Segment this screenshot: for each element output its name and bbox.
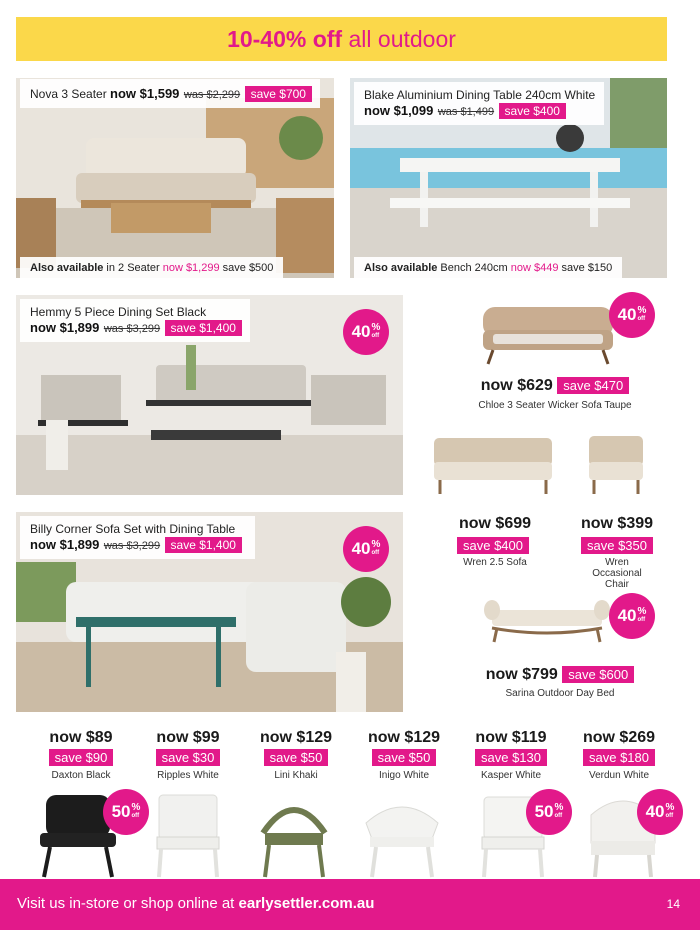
billy-discount-badge: 40 % off [343, 526, 389, 572]
hemmy-save: save $1,400 [165, 320, 242, 336]
chloe-photo[interactable] [478, 302, 618, 370]
chair-name: Ripples White [157, 770, 219, 781]
blake-now-price: now $1,099 [364, 103, 434, 118]
hemmy-discount-badge: 40 % off [343, 309, 389, 355]
chair-ripples[interactable] [134, 729, 242, 781]
sarina-now-price: now $799 [485, 666, 558, 683]
chloe-name: Chloe 3 Seater Wicker Sofa Taupe [478, 400, 632, 411]
chair-name: Daxton Black [51, 770, 111, 781]
footer-cta: Visit us in-store or shop online at earlysettler.com.au [17, 895, 375, 912]
chair-save: save $180 [583, 749, 655, 766]
billy-save: save $1,400 [165, 537, 242, 553]
sarina-discount-badge: 40 % off [609, 593, 655, 639]
billy-now-price: now $1,899 [30, 537, 100, 552]
nova-now-price: now $1,599 [110, 86, 180, 101]
wren-chair-name: Wren Occasional Chair [592, 557, 642, 590]
page-number: 14 [666, 897, 680, 911]
chloe-discount-badge: 40 % off [609, 292, 655, 338]
inigo-photo[interactable] [362, 793, 442, 879]
chair-inigo[interactable] [350, 729, 458, 781]
ripples-photo[interactable] [153, 793, 223, 879]
verdun-discount-badge: 40 % off [637, 789, 683, 835]
chair-now-price: now $129 [367, 729, 441, 746]
hemmy-was-price: was $3,299 [103, 323, 161, 335]
sarina-save: save $600 [562, 666, 634, 683]
chair-kasper[interactable] [457, 729, 565, 781]
chloe-save: save $470 [557, 377, 629, 394]
wren25-save: save $400 [457, 537, 529, 554]
chair-name: Kasper White [480, 770, 542, 781]
nova-photo[interactable] [16, 78, 334, 278]
chair-save: save $130 [475, 749, 547, 766]
blake-name: Blake Aluminium Dining Table 240cm White [364, 88, 596, 102]
chair-save: save $90 [49, 749, 114, 766]
nova-save: save $700 [245, 86, 312, 102]
billy-name: Billy Corner Sofa Set with Dining Table [30, 522, 236, 536]
wren-chair-photo[interactable] [585, 432, 647, 496]
chair-name: Lini Khaki [274, 770, 318, 781]
blake-label [354, 82, 604, 125]
footer-bar [0, 879, 700, 930]
hemmy-label [20, 299, 250, 342]
wren-chair-save: save $350 [581, 537, 653, 554]
promo-banner [16, 17, 667, 61]
chair-now-price: now $119 [475, 729, 547, 746]
chair-now-price: now $269 [582, 729, 656, 746]
chair-now-price: now $89 [49, 729, 113, 746]
chair-name: Inigo White [378, 770, 430, 781]
sarina-price-row [440, 666, 680, 684]
billy-label [20, 516, 255, 559]
nova-was-price: was $2,299 [183, 89, 241, 101]
lini-photo[interactable] [257, 793, 331, 879]
wren25-photo[interactable] [430, 432, 556, 496]
kasper-discount-badge: 50 % off [526, 789, 572, 835]
chloe-price-row [440, 377, 670, 395]
blake-save: save $400 [499, 103, 566, 119]
nova-name: Nova 3 Seater [30, 87, 111, 101]
chair-save: save $50 [372, 749, 437, 766]
wren-chair-now-price: now $399 [580, 515, 654, 532]
hemmy-now-price: now $1,899 [30, 320, 100, 335]
website-link[interactable]: earlysettler.com.au [238, 895, 375, 912]
wren25-name: Wren 2.5 Sofa [463, 557, 527, 568]
chair-name: Verdun White [588, 770, 650, 781]
chair-save: save $50 [264, 749, 329, 766]
hemmy-name: Hemmy 5 Piece Dining Set Black [30, 305, 207, 319]
blake-also-available: Also available Bench 240cm now $449 save $150 [354, 257, 622, 279]
chair-now-price: now $99 [156, 729, 220, 746]
blake-was-price: was $1,499 [437, 106, 495, 118]
daxton-discount-badge: 50 % off [103, 789, 149, 835]
chair-daxton[interactable] [27, 729, 135, 781]
nova-label [20, 79, 320, 108]
sarina-name: Sarina Outdoor Day Bed [505, 688, 615, 699]
nova-also-available: Also available in 2 Seater now $1,299 save $500 [20, 257, 283, 279]
chloe-now-price: now $629 [480, 377, 553, 394]
chair-save: save $30 [156, 749, 221, 766]
chair-lini[interactable] [242, 729, 350, 781]
billy-was-price: was $3,299 [103, 540, 161, 552]
chair-verdun[interactable] [565, 729, 673, 781]
sarina-photo[interactable] [482, 596, 612, 646]
chair-now-price: now $129 [259, 729, 333, 746]
wren25-now-price: now $699 [458, 515, 532, 532]
banner-headline: 10-40% off all outdoor [227, 25, 456, 52]
